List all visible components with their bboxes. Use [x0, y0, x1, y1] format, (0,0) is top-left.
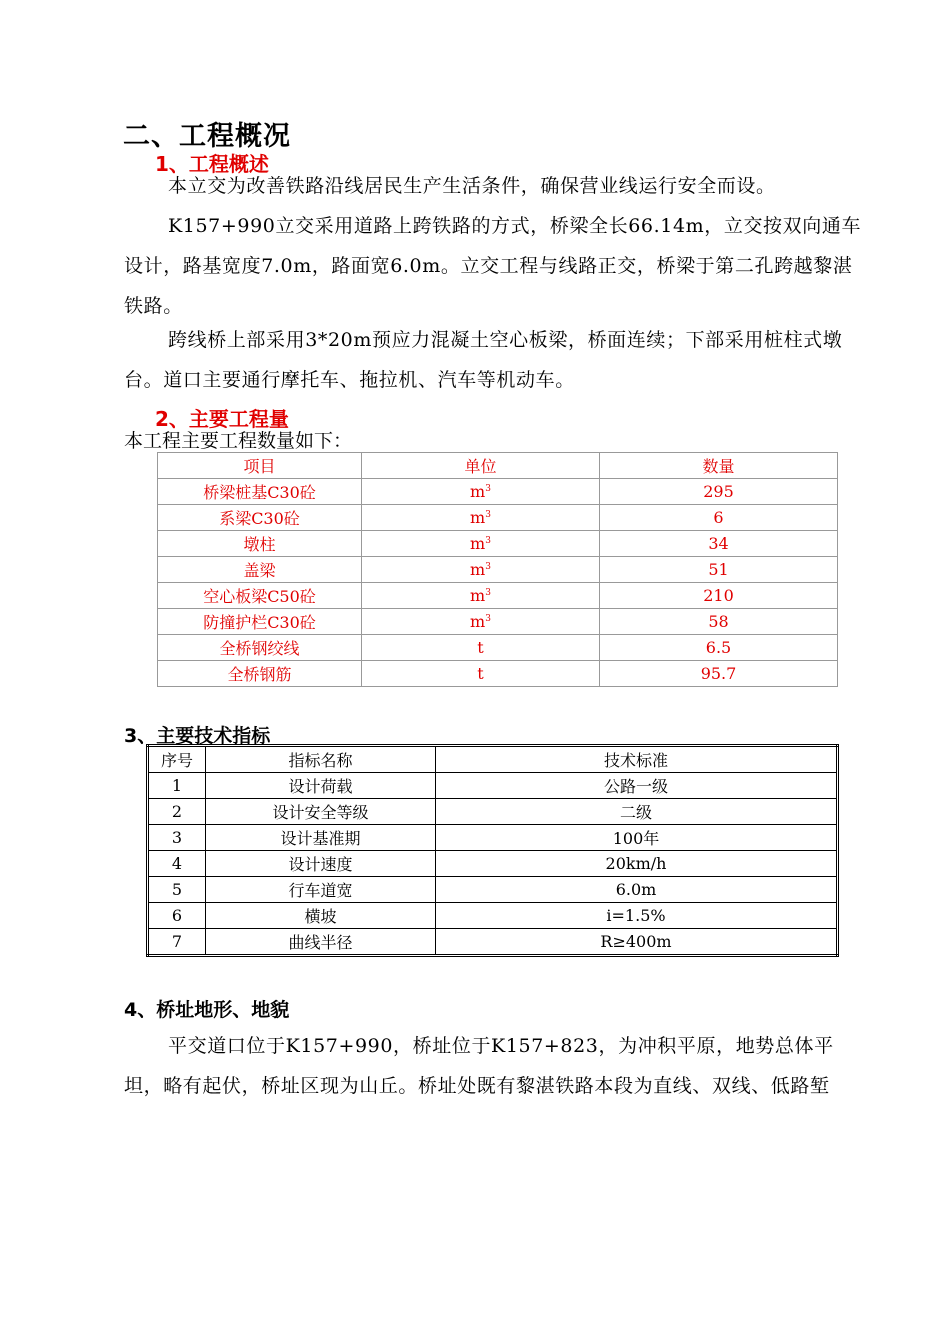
cell-item: 空心板梁C50砼 — [158, 583, 362, 609]
cell-item: 墩柱 — [158, 531, 362, 557]
cell-item: 全桥钢筋 — [158, 661, 362, 687]
cell-number: 4 — [148, 851, 206, 877]
table-header-row — [148, 746, 838, 773]
cell-item: 系梁C30砼 — [158, 505, 362, 531]
cell-standard: i=1.5% — [436, 903, 838, 929]
cell-unit — [362, 609, 600, 635]
unit-text: m — [470, 560, 486, 579]
overview-paragraph-3: 跨线桥上部采用3*20m预应力混凝土空心板梁，桥面连续；下部采用桩柱式墩台。道口主要通行摩托车、拖拉机、汽车等机动车。 — [124, 329, 843, 391]
cell-number: 3 — [148, 825, 206, 851]
section-title: 二、工程概况 — [123, 121, 291, 152]
table-row — [148, 851, 838, 877]
table-row — [158, 505, 838, 531]
table-row — [148, 773, 838, 799]
cell-indicator-name: 曲线半径 — [206, 929, 436, 956]
cell-indicator-name: 横坡 — [206, 903, 436, 929]
cell-number: 7 — [148, 929, 206, 956]
unit-text: t — [477, 638, 484, 657]
cell-quantity: 95.7 — [600, 661, 838, 687]
unit-superscript: 3 — [485, 510, 491, 520]
table-row — [158, 531, 838, 557]
cell-standard: 100年 — [436, 825, 838, 851]
cell-unit — [362, 635, 600, 661]
table-row — [148, 903, 838, 929]
heading-tech-indicators: 3、主要技术指标 — [124, 725, 271, 747]
header-number: 序号 — [148, 746, 206, 773]
table-row — [148, 825, 838, 851]
cell-indicator-name: 设计基准期 — [206, 825, 436, 851]
header-quantity: 数量 — [600, 453, 838, 479]
cell-quantity: 6 — [600, 505, 838, 531]
unit-text: m — [470, 612, 486, 631]
table-row — [158, 609, 838, 635]
overview-paragraph-2: K157+990立交采用道路上跨铁路的方式，桥梁全长66.14m，立交按双向通车设计，路基宽度7.0m，路面宽6.0m。立交工程与线路正交，桥梁于第二孔跨越黎湛铁路。 — [124, 215, 862, 317]
unit-superscript: 3 — [485, 562, 491, 572]
unit-text: m — [470, 534, 486, 553]
unit-text: m — [470, 482, 486, 501]
cell-quantity: 58 — [600, 609, 838, 635]
cell-standard: 二级 — [436, 799, 838, 825]
header-standard: 技术标准 — [436, 746, 838, 773]
quantities-intro: 本工程主要工程数量如下： — [124, 430, 353, 452]
cell-indicator-name: 行车道宽 — [206, 877, 436, 903]
cell-indicator-name: 设计安全等级 — [206, 799, 436, 825]
cell-item: 盖梁 — [158, 557, 362, 583]
heading-quantities: 2、主要工程量 — [155, 407, 289, 431]
cell-indicator-name: 设计速度 — [206, 851, 436, 877]
header-item: 项目 — [158, 453, 362, 479]
cell-quantity: 6.5 — [600, 635, 838, 661]
unit-text: m — [470, 586, 486, 605]
cell-item: 桥梁桩基C30砼 — [158, 479, 362, 505]
table-row — [148, 877, 838, 903]
table-row — [158, 661, 838, 687]
table-row — [158, 479, 838, 505]
cell-standard: 20km/h — [436, 851, 838, 877]
header-indicator-name: 指标名称 — [206, 746, 436, 773]
quantities-table — [157, 452, 838, 687]
cell-number: 6 — [148, 903, 206, 929]
table-row — [158, 635, 838, 661]
tech-indicators-table — [146, 744, 839, 957]
cell-item: 全桥钢绞线 — [158, 635, 362, 661]
unit-text: t — [477, 664, 484, 683]
overview-paragraph-1: 本立交为改善铁路沿线居民生产生活条件，确保营业线运行安全而设。 — [168, 175, 776, 197]
cell-number: 2 — [148, 799, 206, 825]
unit-text: m — [470, 508, 486, 527]
cell-unit — [362, 479, 600, 505]
cell-indicator-name: 设计荷载 — [206, 773, 436, 799]
cell-standard: 公路一级 — [436, 773, 838, 799]
cell-quantity: 210 — [600, 583, 838, 609]
table-header-row — [158, 453, 838, 479]
cell-quantity: 34 — [600, 531, 838, 557]
header-unit: 单位 — [362, 453, 600, 479]
cell-unit — [362, 531, 600, 557]
heading-overview: 1、工程概述 — [155, 152, 269, 176]
unit-superscript: 3 — [485, 484, 491, 494]
cell-standard: 6.0m — [436, 877, 838, 903]
table-row — [148, 929, 838, 956]
unit-superscript: 3 — [485, 536, 491, 546]
cell-standard: R≥400m — [436, 929, 838, 956]
cell-number: 5 — [148, 877, 206, 903]
cell-item: 防撞护栏C30砼 — [158, 609, 362, 635]
table-row — [148, 799, 838, 825]
cell-unit — [362, 583, 600, 609]
cell-unit — [362, 661, 600, 687]
table-row — [158, 557, 838, 583]
cell-unit — [362, 505, 600, 531]
unit-superscript: 3 — [485, 614, 491, 624]
cell-quantity: 51 — [600, 557, 838, 583]
unit-superscript: 3 — [485, 588, 491, 598]
table-row — [158, 583, 838, 609]
cell-number: 1 — [148, 773, 206, 799]
heading-terrain: 4、桥址地形、地貌 — [124, 999, 290, 1021]
terrain-paragraph: 平交道口位于K157+990，桥址位于K157+823，为冲积平原，地势总体平坦，略有起伏，桥址区现为山丘。桥址处既有黎湛铁路本段为直线、双线、低路堑 — [124, 1035, 834, 1097]
cell-unit — [362, 557, 600, 583]
cell-quantity: 295 — [600, 479, 838, 505]
